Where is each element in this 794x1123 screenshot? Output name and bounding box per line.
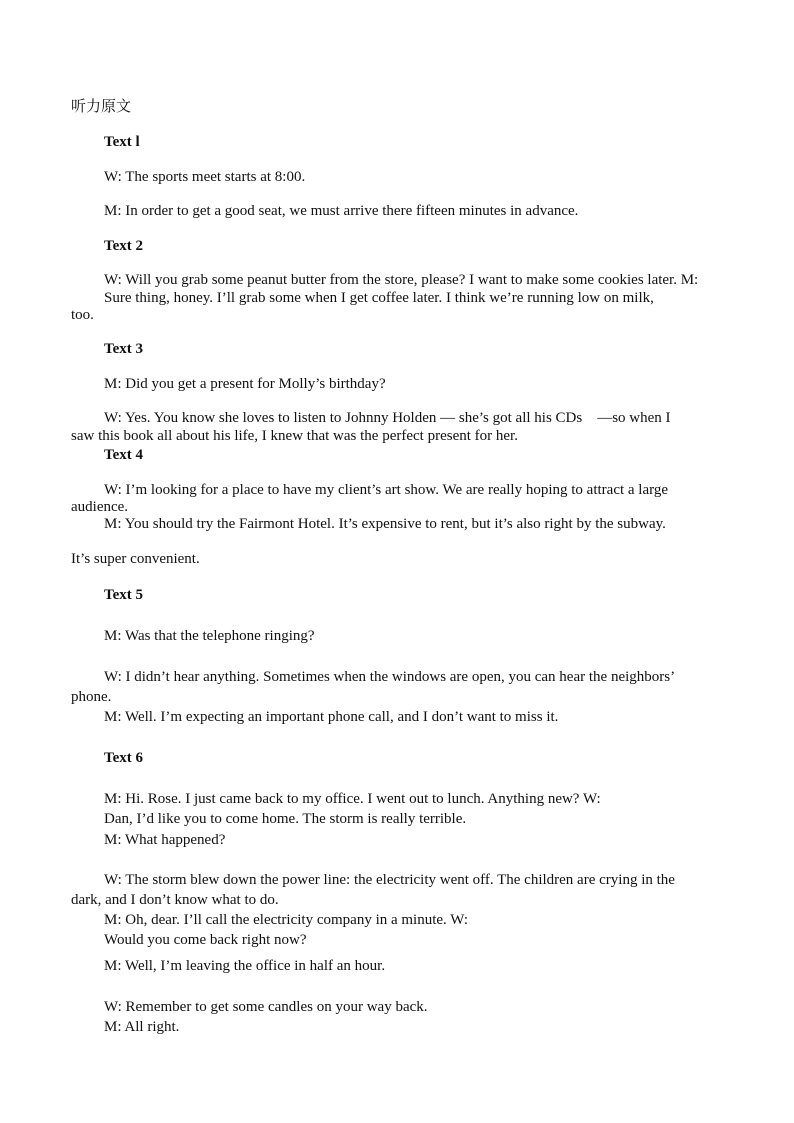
text1-line: M: In order to get a good seat, we must arrive there fifteen minutes in advance.	[104, 203, 579, 219]
text1-line: W: The sports meet starts at 8:00.	[104, 169, 306, 185]
text1-heading: Text l	[104, 134, 140, 150]
text2-line: Sure thing, honey. I’ll grab some when I get coffee later. I think we’re running low on milk,	[104, 290, 654, 306]
text3-line: M: Did you get a present for Molly’s birthday?	[104, 376, 386, 392]
text6-line: Would you come back right now?	[104, 932, 307, 948]
text6-line: W: Remember to get some candles on your way back.	[104, 999, 428, 1015]
text2-line: too.	[71, 307, 94, 323]
text6-line: M: Oh, dear. I’ll call the electricity company in a minute. W:	[104, 912, 469, 928]
text6-line: M: Hi. Rose. I just came back to my office. I went out to lunch. Anything new? W:	[104, 791, 601, 807]
text5-heading: Text 5	[104, 587, 144, 603]
text3-line: W: Yes. You know she loves to listen to Johnny Holden — she’s got all his CDs —so when I	[104, 410, 671, 426]
text5-line: W: I didn’t hear anything. Sometimes when the windows are open, you can hear the neighbors’	[104, 669, 676, 685]
text6-line: dark, and I don’t know what to do.	[71, 892, 279, 908]
text6-line: M: Well, I’m leaving the office in half an hour.	[104, 958, 386, 974]
text6-line: W: The storm blew down the power line: the electricity went off. The children are crying in the	[104, 872, 675, 888]
text5-line: phone.	[71, 689, 112, 705]
text3-line: saw this book all about his life, I knew that was the perfect present for her.	[71, 428, 518, 444]
text4-line: M: You should try the Fairmont Hotel. It’s expensive to rent, but it’s also right by the subway.	[104, 516, 666, 532]
text5-line: M: Was that the telephone ringing?	[104, 628, 315, 644]
text4-line: It’s super convenient.	[71, 551, 200, 567]
text6-line: M: All right.	[104, 1019, 180, 1035]
text3-heading: Text 3	[104, 341, 144, 357]
text6-line: Dan, I’d like you to come home. The storm is really terrible.	[104, 811, 467, 827]
text2-heading: Text 2	[104, 238, 144, 254]
text4-heading: Text 4	[104, 447, 144, 463]
text5-line: M: Well. I’m expecting an important phone call, and I don’t want to miss it.	[104, 709, 559, 725]
text6-line: M: What happened?	[104, 832, 226, 848]
text4-line: audience.	[71, 499, 129, 515]
text6-heading: Text 6	[104, 750, 144, 766]
text2-line: W: Will you grab some peanut butter from the store, please? I want to make some cookies later. M:	[104, 272, 699, 288]
text4-line: W: I’m looking for a place to have my client’s art show. We are really hoping to attract a large	[104, 482, 669, 498]
page-title: 听力原文	[71, 97, 132, 115]
